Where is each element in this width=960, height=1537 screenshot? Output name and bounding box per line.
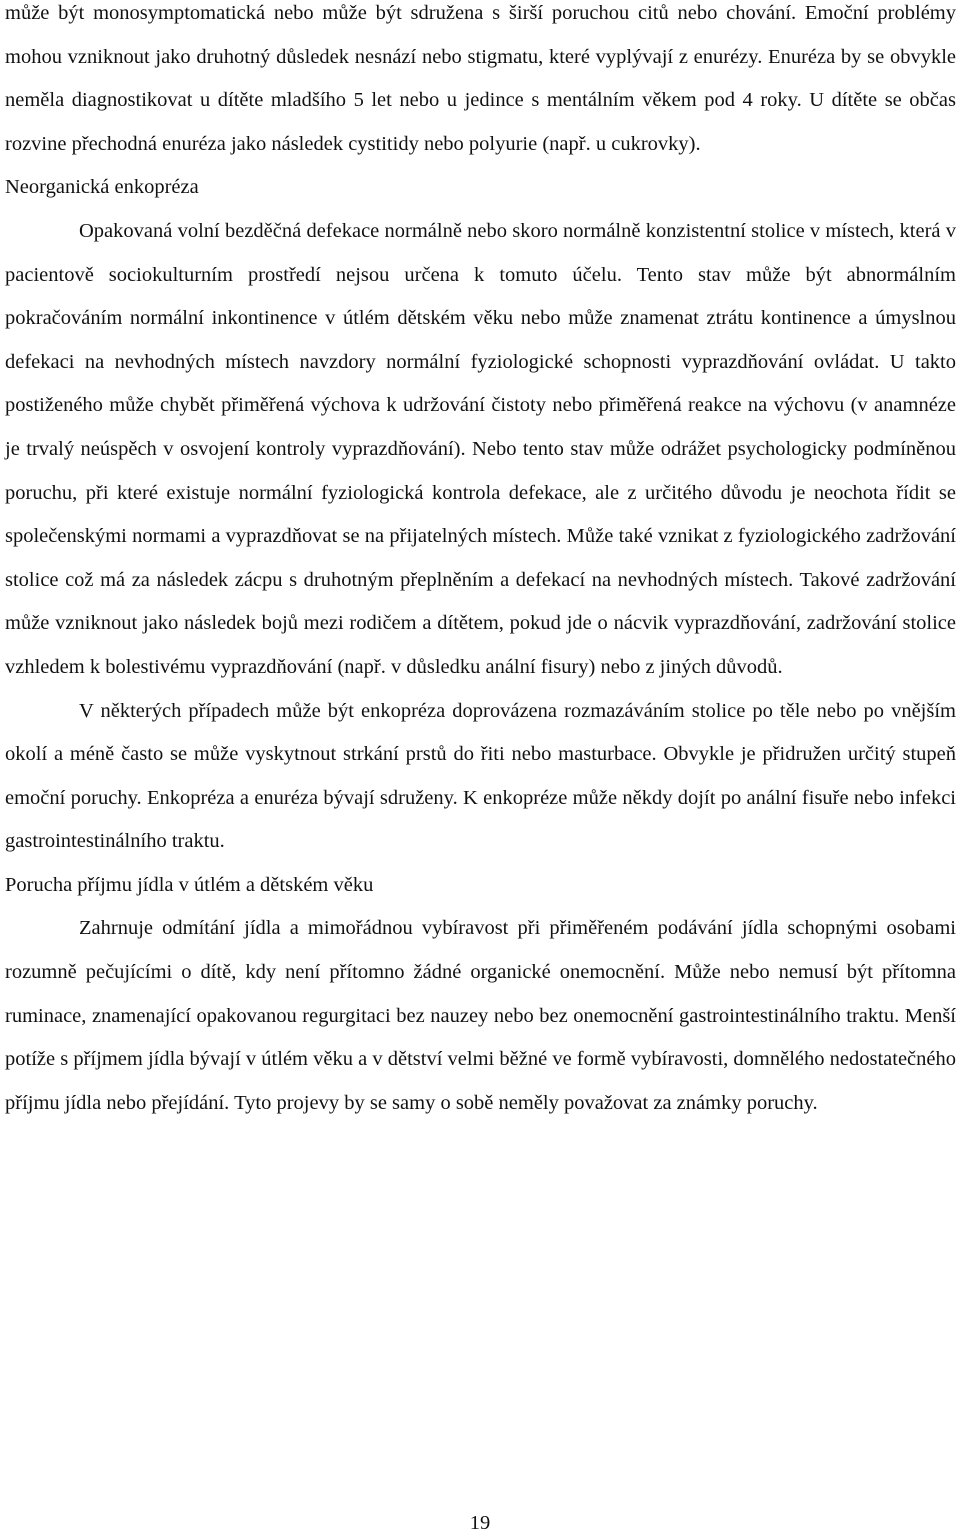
paragraph-enkopreza-definition: Opakovaná volní bezděčná defekace normálně nebo skoro normálně konzistentní stolice v místech, která v pacientově sociokulturním prostředí nejsou určena k tomuto účelu. Tento stav může být abnormálním pokračováním normální inkontinence v útlém dětském věku nebo může znamenat ztrátu kontinence a úmyslnou defekaci na nevhodných místech navzdory normální fyziologické schopnosti vyprazdňování ovládat. U takto postiženého může chybět přiměřená výchova k udržování čistoty nebo přiměřená reakce na výchovu (v anamnéze je trvalý neúspěch v osvojení kontroly vyprazdňování). Nebo tento stav může odrážet psychologicky podmíněnou poruchu, při které existuje normální fyziologická kontrola defekace, ale z určitého důvodu je neochota řídit se společenskými normami a vyprazdňovat se na přijatelných místech. Může také vznikat z fyziologického zadržování stolice což má za následek zácpu s druhotným přeplněním a defekací na nevhodných místech. Takové zadržování může vzniknout jako následek bojů mezi rodičem a dítětem, pokud jde o nácvik vyprazdňování, zadržování stolice vzhledem k bolestivému vyprazdňování (např. v důsledku anální fisury) nebo z jiných důvodů. xyxy=(5,219,956,678)
paragraph-enkopreza-variants: V některých případech může být enkopréza doprovázena rozmazáváním stolice po těle nebo po vnějším okolí a méně často se může vyskytnout strkání prstů do řiti nebo masturbace. Obvykle je přidružen určitý stupeň emoční poruchy. Enkopréza a enuréza bývají sdruženy. K enkopréze může někdy dojít po anální fisuře nebo infekci gastrointestinálního traktu. xyxy=(5,699,956,853)
paragraph-feeding-disorder: Zahrnuje odmítání jídla a mimořádnou vybíravost při přiměřeném podávání jídla schopnými osobami rozumně pečujícími o dítě, kdy není přítomno žádné organické onemocnění. Může nebo nemusí být přítomna ruminace, znamenající opakovanou regurgitaci bez nauzey nebo bez onemocnění gastrointestinálního traktu. Menší potíže s příjmem jídla bývají v útlém věku a v dětství velmi běžné ve formě vybíravosti, domnělého nedostatečného příjmu jídla nebo přejídání. Tyto projevy by se samy o sobě neměly považovat za známky poruchy. xyxy=(5,917,956,1114)
page-number: 19 xyxy=(469,1512,491,1534)
paragraph-intro: může být monosymptomatická nebo může být sdružena s širší poruchou citů nebo chování. Emoční problémy mohou vzniknout jako druhotný důsledek nesnází nebo stigmatu, které vyplývají z enurézy. Enuréza by se obvykle neměla diagnostikovat u dítěte mladšího 5 let nebo u jedince s mentálním věkem pod 4 roky. U dítěte se občas rozvine přechodná enuréza jako následek cystitidy nebo polyurie (např. u cukrovky). xyxy=(5,2,956,155)
document-page xyxy=(5,0,956,1125)
section-heading-feeding-disorder: Porucha příjmu jídla v útlém a dětském věku xyxy=(5,873,374,896)
section-heading-enkopreza: Neorganická enkopréza xyxy=(5,176,199,199)
